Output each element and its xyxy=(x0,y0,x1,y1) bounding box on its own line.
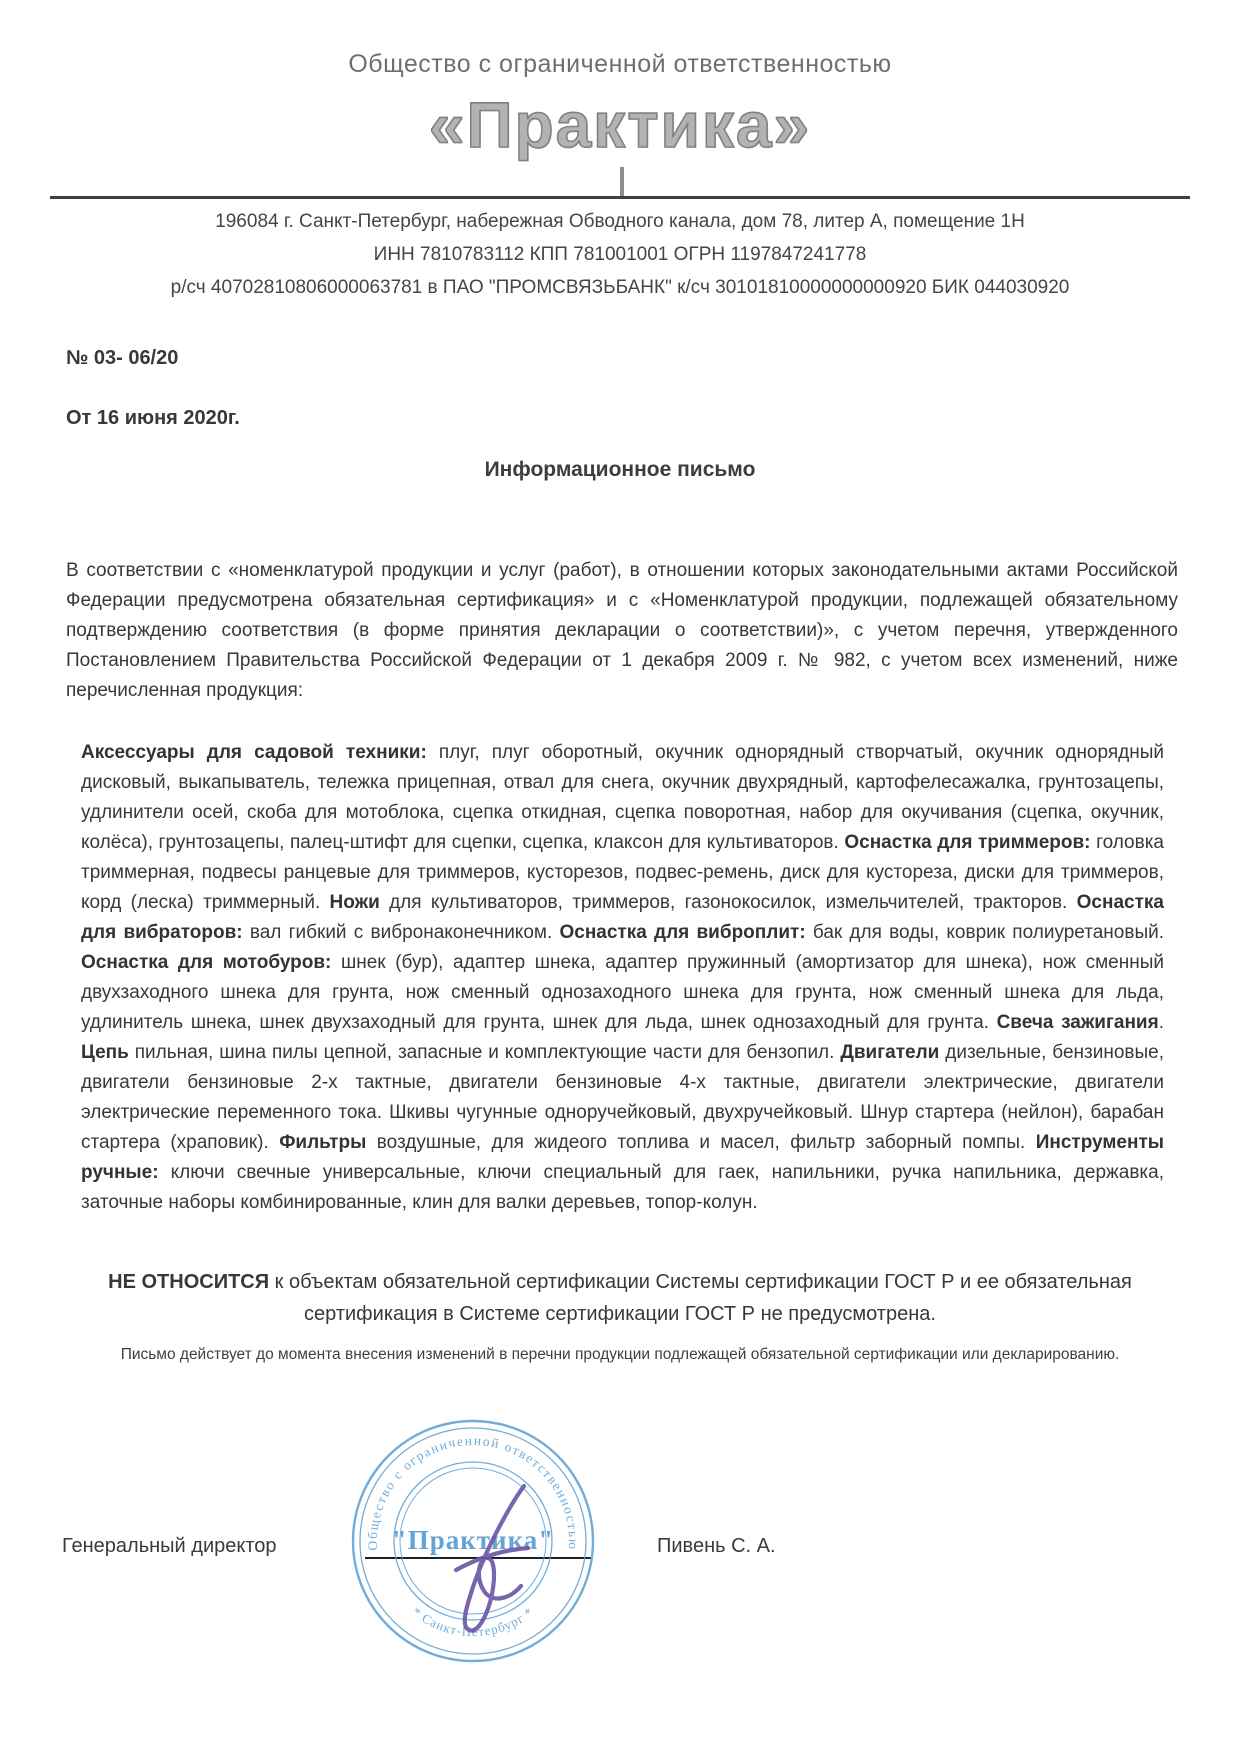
director-signature xyxy=(428,1478,548,1638)
stamp-center-text: "Практика" xyxy=(391,1525,555,1555)
org-name-logo: «Практика» xyxy=(428,89,812,161)
stamp-top-arc-text: Общество с ограниченной ответственностью xyxy=(364,1432,582,1551)
org-type-text: Общество с ограниченной ответственностью xyxy=(348,50,892,78)
letterhead-address-block xyxy=(40,205,1200,304)
logo-tick-mark xyxy=(620,167,624,198)
conclusion-paragraph: НЕ ОТНОСИТСЯ к объектам обязательной сертификации Системы сертификации ГОСТ Р и ее обязательная сертификация в Системе сертификации ГОСТ Р не предусмотрена. xyxy=(108,1271,1132,1325)
stamp-bottom-arc-text: * Санкт-Петербург * xyxy=(409,1604,537,1640)
bank-details-line: р/сч 40702810806000063781 в ПАО "ПРОМСВЯЗЬБАНК" к/сч 30101810000000000920 БИК 044030920 xyxy=(170,277,1070,298)
address-line: 196084 г. Санкт-Петербург, набережная Обводного канала, дом 78, литер А, помещение 1Н xyxy=(215,211,1025,232)
letter-title: Информационное письмо xyxy=(484,458,756,481)
fine-print-note: Письмо действует до момента внесения изменений в перечни продукции подлежащей обязательной сертификации или декларированию. xyxy=(120,1346,1120,1363)
director-title: Генеральный директор xyxy=(62,1535,277,1557)
letterhead-rule xyxy=(50,196,1190,199)
products-paragraph: Аксессуары для садовой техники: плуг, плуг оборотный, окучник однорядный створчатый, окучник однорядный дисковый, выкапыватель, тележка прицепная, отвал для снега, окучник двухрядный, картофелесажалка, грунтозацепы, удлинители осей, скоба для мотоблока, сцепка откидная, сцепка поворотная, набор для окучивания (сцепка, окучник, колёса), грунтозацепы, палец-штифт для сцепки, сцепка, клаксон для культиваторов. Оснастка для триммеров: головка триммерная, подвесы ранцевые для триммеров, кусторезов, подвес-ремень, диск для кустореза, диски для триммеров, корд (леска) триммерный. Ножи для культиваторов, триммеров, газонокосилок, измельчителей, тракторов. Оснастка для вибраторов: вал гибкий с вибронаконечником. Оснастка для виброплит: бак для воды, коврик полиуретановый. Оснастка для мотобуров: шнек (бур), адаптер шнека, адаптер пружинный (амортизатор для шнека), нож сменный двухзаходного шнека для грунта, нож сменный однозаходного шнека для грунта, нож сменный шнека для льда, удлинитель шнека, шнек двухзаходный для грунта, шнек для льда, шнек однозаходный для грунта. Свеча зажигания. Цепь пильная, шина пилы цепной, запасные и комплектующие части для бензопил. Двигатели дизельные, бензиновые, двигатели бензиновые 2-х тактные, двигатели бензиновые 4-х тактные, двигатели электрические, двигатели электрические переменного тока. Шкивы чугунные одноручейковый, двухручейковый. Шнур стартера (нейлон), барабан стартера (храповик). Фильтры воздушные, для жидеого топлива и масел, фильтр заборный помпы. Инструменты ручные: ключи свечные универсальные, ключи специальный для гаек, напильники, ручка напильника, державка, заточные наборы комбинированные, клин для валки деревьев, топор-колун. xyxy=(81,742,1164,1213)
ref-number: № 03- 06/20 xyxy=(66,347,179,369)
director-name: Пивень С. А. xyxy=(657,1535,776,1557)
ref-date: От 16 июня 2020г. xyxy=(66,407,240,429)
intro-paragraph: В соответствии с «номенклатурой продукции и услуг (работ), в отношении которых законодательными актами Российской Федерации предусмотрена обязательная сертификация» и с «Номенклатурой продукции, подлежащей обязательному подтверждению соответствия (в форме принятия декларации о соответствии)», с учетом перечня, утвержденного Постановлением Правительства Российской Федерации от 1 декабря 2009 г. № 982, с учетом всех изменений, ниже перечисленная продукция: xyxy=(66,560,1178,701)
signature-stroke-main xyxy=(465,1486,524,1631)
tax-ids-line: ИНН 7810783112 КПП 781001001 ОГРН 1197847241778 xyxy=(373,244,867,265)
